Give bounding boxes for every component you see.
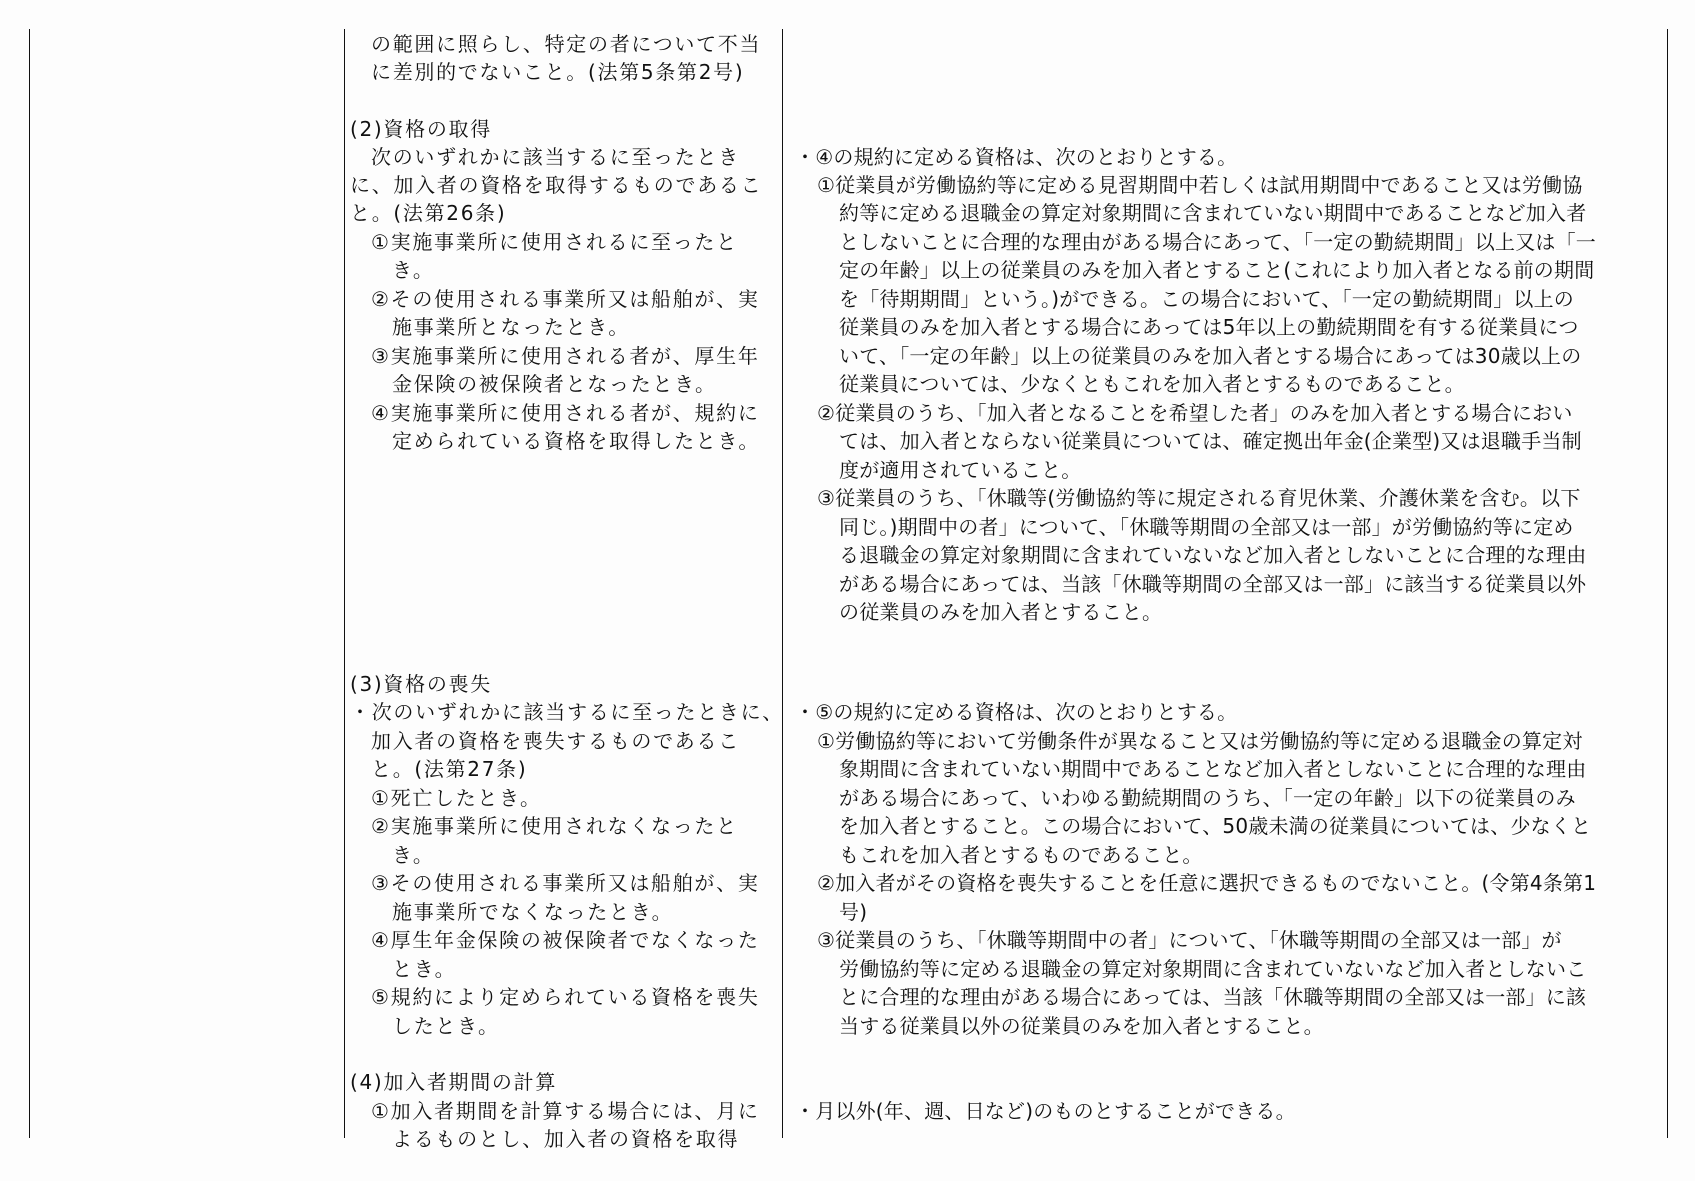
text-line: (3)資格の喪失 (350, 672, 492, 696)
text-line: 金保険の被保険者となったとき。 (392, 372, 717, 396)
text-line: き。 (392, 843, 435, 867)
text-line: を加入者とすること。この場合において、50歳未満の従業員については、少なくと (839, 814, 1592, 838)
text-line: 定の年齢」以上の従業員のみを加入者とすること(これにより加入者となる前の期間 (839, 258, 1595, 282)
text-line: ・次のいずれかに該当するに至ったときに、 (350, 700, 784, 724)
right-border (1667, 29, 1668, 1138)
text-line: ②実施事業所に使用されなくなったと (371, 814, 738, 838)
text-line: 約等に定める退職金の算定対象期間に含まれていない期間中であることなど加入者 (839, 201, 1587, 225)
text-line: 次のいずれかに該当するに至ったとき (371, 145, 740, 169)
text-line: 従業員については、少なくともこれを加入者とするものであること。 (839, 372, 1465, 396)
text-line: もこれを加入者とするものであること。 (839, 843, 1203, 867)
text-line: の従業員のみを加入者とすること。 (839, 600, 1163, 624)
text-line: ③従業員のうち、「休職等期間中の者」について、「休職等期間の全部又は一部」が (817, 928, 1562, 952)
text-line: ①労働協約等において労働条件が異なること又は労働協約等に定める退職金の算定対 (817, 729, 1583, 753)
text-line: (2)資格の取得 (350, 117, 492, 141)
text-line: 号) (839, 900, 868, 924)
text-line: よるものとし、加入者の資格を取得 (392, 1127, 740, 1151)
text-line: ③実施事業所に使用される者が、厚生年 (371, 344, 760, 368)
text-line: (4)加入者期間の計算 (350, 1070, 558, 1094)
text-line: ③その使用される事業所又は船舶が、実 (371, 871, 760, 895)
text-line: いて、「一定の年齢」以上の従業員のみを加入者とする場合にあっては30歳以上の (839, 344, 1582, 368)
text-line: の範囲に照らし、特定の者について不当 (371, 32, 762, 56)
text-line: ・月以外(年、週、日など)のものとすることができる。 (795, 1099, 1296, 1123)
text-line: る退職金の算定対象期間に含まれていないなど加入者としないことに合理的な理由 (839, 543, 1587, 567)
text-line: 従業員のみを加入者とする場合にあっては5年以上の勤続期間を有する従業員につ (839, 315, 1579, 339)
text-line: 当する従業員以外の従業員のみを加入者とすること。 (839, 1014, 1324, 1038)
column-divider-2 (782, 29, 783, 1138)
text-line: 度が適用されていること。 (839, 458, 1082, 482)
text-line: 加入者の資格を喪失するものであるこ (371, 729, 740, 753)
text-line: 施事業所でなくなったとき。 (392, 900, 674, 924)
text-line: ①従業員が労働協約等に定める見習期間中若しくは試用期間中であること又は労働協 (817, 173, 1583, 197)
text-line: がある場合にあって、いわゆる勤続期間のうち、「一定の年齢」以下の従業員のみ (839, 786, 1576, 810)
text-line: に、加入者の資格を取得するものであるこ (350, 173, 763, 197)
text-line: 定められている資格を取得したとき。 (392, 429, 761, 453)
text-line: と。(法第27条) (371, 757, 528, 781)
text-line: 労働協約等に定める退職金の算定対象期間に含まれていないなど加入者としないこ (839, 957, 1587, 981)
text-line: 施事業所となったとき。 (392, 315, 630, 339)
text-line: ①死亡したとき。 (371, 786, 542, 810)
text-line: ④実施事業所に使用される者が、規約に (371, 401, 760, 425)
text-line: ①実施事業所に使用されるに至ったと (371, 230, 738, 254)
text-line: ⑤規約により定められている資格を喪失 (371, 985, 760, 1009)
text-line: ②従業員のうち、「加入者となることを希望した者」のみを加入者とする場合におい (817, 401, 1573, 425)
text-line: ①加入者期間を計算する場合には、月に (371, 1099, 760, 1123)
text-line: ④厚生年金保険の被保険者でなくなった (371, 928, 760, 952)
text-line: ②その使用される事業所又は船舶が、実 (371, 287, 760, 311)
text-line: に差別的でないこと。(法第5条第2号) (371, 60, 745, 84)
text-line: を「待期期間」という。)ができる。この場合において、「一定の勤続期間」以上の (839, 287, 1575, 311)
text-line: としないことに合理的な理由がある場合にあって、「一定の勤続期間」以上又は「一 (839, 230, 1596, 254)
text-line: ③従業員のうち、「休職等(労働協約等に規定される育児休業、介護休業を含む。以下 (817, 486, 1581, 510)
text-line: 象期間に含まれていない期間中であることなど加入者としないことに合理的な理由 (839, 757, 1587, 781)
text-line: がある場合にあっては、当該「休職等期間の全部又は一部」に該当する従業員以外 (839, 572, 1587, 596)
text-line: ・⑤の規約に定める資格は、次のとおりとする。 (795, 700, 1238, 724)
text-line: ②加入者がその資格を喪失することを任意に選択できるものでないこと。(令第4条第1 (817, 871, 1597, 895)
text-line: とに合理的な理由がある場合にあっては、当該「休職等期間の全部又は一部」に該 (839, 985, 1587, 1009)
column-divider-1 (344, 29, 345, 1138)
text-line: したとき。 (392, 1014, 500, 1038)
text-line: とき。 (392, 957, 457, 981)
left-border (29, 29, 30, 1138)
text-line: と。(法第26条) (350, 201, 507, 225)
text-line: ては、加入者とならない従業員については、確定拠出年金(企業型)又は退職手当制 (839, 429, 1582, 453)
text-line: ・④の規約に定める資格は、次のとおりとする。 (795, 145, 1238, 169)
text-line: き。 (392, 258, 435, 282)
text-line: 同じ。)期間中の者」について、「休職等期間の全部又は一部」が労働協約等に定め (839, 515, 1574, 539)
